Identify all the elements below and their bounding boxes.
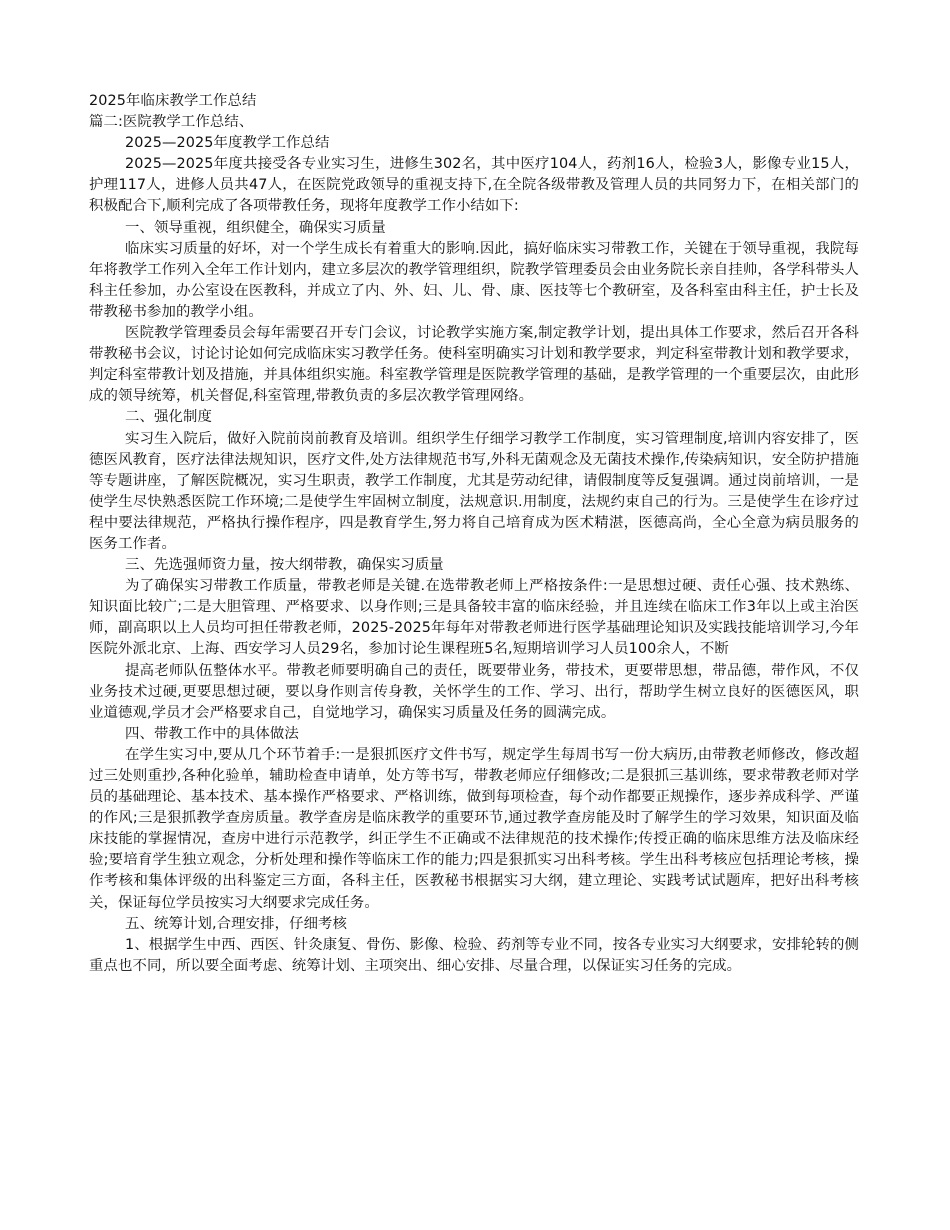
- paragraph-intro: 2025—2025年度共接受各专业实习生，进修生302名，其中医疗104人，药剂16人，检验3人，影像专业15人，护理117人，进修人员共47人，在医院党政领导的重视支持下,在全院各级带教及管理人员的共同努力下，在相关部门的积极配合下,顺利完成了各项带教任务，现将年度教学工作小结如下:: [89, 156, 859, 215]
- paragraph: 在学生实习中,要从几个环节着手:一是狠抓医疗文件书写，规定学生每周书写一份大病历,由带教老师修改，修改超过三处则重抄,各种化验单，辅助检查申请单，处方等书写，带教老师应仔细修改;二是狠抓三基训练，要求带教老师对学员的基础理论、基本技术、基本操作严格要求、严格训练，做到每项检查，每个动作都要正规操作，逐步养成科学、严谨的作风;三是狠抓教学查房质量。教学查房是临床教学的重要环节,通过教学查房能及时了解学生的学习效果，知识面及临床技能的掌握情况，查房中进行示范教学，纠正学生不正确或不法律规范的技术操作;传授正确的临床思维方法及临床经验;要培育学生独立观念，分析处理和操作等临床工作的能力;四是狠抓实习出科考核。学生出科考核应包括理论考核，操作考核和集体评级的出科鉴定三方面，各科主任，医教秘书根据实习大纲，建立理论、实践考试试题库，把好出科考核关，保证每位学员按实习大纲要求完成任务。: [89, 746, 859, 911]
- section-heading-3: 三、先选强师资力量，按大纲带教，确保实习质量: [125, 557, 444, 574]
- section-heading-4: 四、带教工作中的具体做法: [125, 725, 299, 742]
- document-title: 2025年临床教学工作总结: [89, 93, 257, 109]
- section-heading-1: 一、领导重视，组织健全，确保实习质量: [125, 219, 386, 236]
- section-heading-5: 五、统筹计划,合理安排，仔细考核: [125, 915, 348, 932]
- paragraph: 医院教学管理委员会每年需要召开专门会议，讨论教学实施方案,制定教学计划，提出具体工作要求，然后召开各科带教秘书会议，讨论讨论如何完成临床实习教学任务。使科室明确实习计划和教学要求，判定科室带教计划和教学要求，判定科室带教计划及措施，并具体组织实施。科室教学管理是医院教学管理的基础，是教学管理的一个重要层次，由此形成的领导统筹，机关督促,科室管理,带教负责的多层次教学管理网络。: [89, 325, 859, 405]
- report-title: 2025—2025年度教学工作总结: [125, 135, 330, 152]
- document-page: [89, 91, 859, 977]
- section-heading-2: 二、强化制度: [125, 409, 212, 426]
- paragraph: 提高老师队伍整体水平。带教老师要明确自己的责任，既要带业务，带技术，更要带思想，带品德，带作风，不仅业务技术过硬,更要思想过硬，要以身作则言传身教，关怀学生的工作、学习、出行，帮助学生树立良好的医德医风，职业道德观,学员才会严格要求自己，自觉地学习，确保实习质量及任务的圆满完成。: [89, 662, 859, 721]
- paragraph: 临床实习质量的好坏，对一个学生成长有着重大的影响.因此，搞好临床实习带教工作，关键在于领导重视，我院每年将教学工作列入全年工作计划内，建立多层次的教学管理组织，院教学管理委员会由业务院长亲自挂帅，各学科带头人科主任参加，办公室设在医教科，并成立了内、外、妇、儿、骨、康、医技等七个教研室，及各科室由科主任，护士长及带教秘书参加的教学小组。: [89, 240, 859, 320]
- document-subtitle: 篇二:医院教学工作总结、: [89, 114, 254, 131]
- paragraph: 1、根据学生中西、西医、针灸康复、骨伤、影像、检验、药剂等专业不同，按各专业实习大纲要求，安排轮转的侧重点也不同，所以要全面考虑、统筹计划、主项突出、细心安排、尽量合理，以保证实习任务的完成。: [89, 936, 859, 974]
- paragraph: 实习生入院后，做好入院前岗前教育及培训。组织学生仔细学习教学工作制度，实习管理制度,培训内容安排了，医德医风教育，医疗法律法规知识，医疗文件,处方法律规范书写,外科无菌观念及无菌技术操作,传染病知识，安全防护措施等专题讲座，了解医院概况，实习生职责，教学工作制度，尤其是劳动纪律，请假制度等反复强调。通过岗前培训，一是使学生尽快熟悉医院工作环境;二是使学生牢固树立制度，法规意识.用制度，法规约束自己的行为。三是使学生在诊疗过程中要法律规范，严格执行操作程序，四是教育学生,努力将自己培育成为医术精湛，医德高尚，全心全意为病员服务的医务工作者。: [89, 430, 859, 552]
- paragraph: 为了确保实习带教工作质量，带教老师是关键.在选带教老师上严格按条件:一是思想过硬、责任心强、技术熟练、知识面比较广;二是大胆管理、严格要求、以身作则;三是具备较丰富的临床经验，并且连续在临床工作3年以上或主治医师，副高职以上人员均可担任带教老师，2025-2025年每年对带教老师进行医学基础理论知识及实践技能培训学习,今年医院外派北京、上海、西安学习人员29名，参加讨论生课程班5名,短期培训学习人员100余人，不断: [89, 578, 859, 658]
